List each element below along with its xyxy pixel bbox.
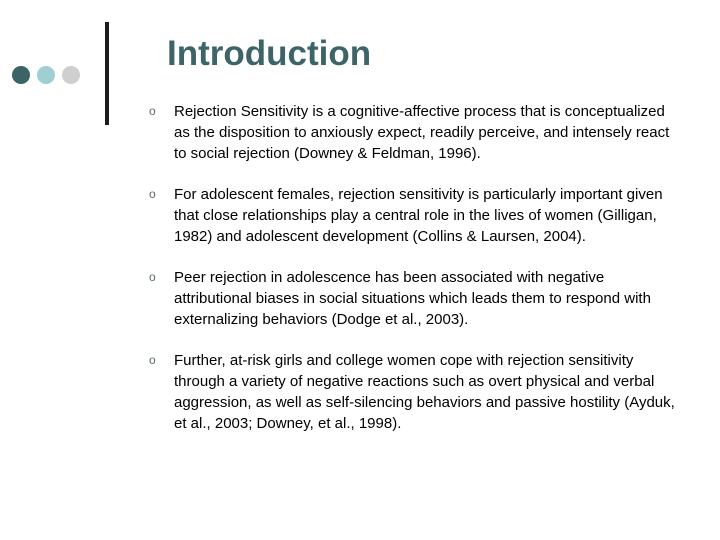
bullet-item-2 [149,184,684,247]
bullet-text: Peer rejection in adolescence has been associated with negative attributional biases in social situations which leads them to respond with externalizing behaviors (Dodge et al., 2003). [174,269,651,328]
bullet-marker-icon: o [149,270,156,284]
dot-dark-icon [12,66,30,84]
bullet-text: For adolescent females, rejection sensitivity is particularly important given that close relationships play a central role in the lives of women (Gilligan, 1982) and adolescent development (Collins & Laursen, 2004). [174,186,663,245]
bullet-item-1 [149,101,684,164]
bullet-item-3 [149,267,684,330]
slide-title: Introduction [167,34,372,73]
bullet-marker-icon: o [149,104,156,118]
bullet-marker-icon: o [149,353,156,367]
bullet-item-4 [149,350,684,434]
decorative-dots [12,66,80,84]
dot-teal-icon [37,66,55,84]
bullet-marker-icon: o [149,187,156,201]
vertical-divider [105,22,109,125]
dot-gray-icon [62,66,80,84]
bullet-text: Rejection Sensitivity is a cognitive-affective process that is conceptualized as the disposition to anxiously expect, readily perceive, and intensely react to social rejection (Downey & Feldman, 1996). [174,103,670,162]
bullet-list [149,101,684,454]
bullet-text: Further, at-risk girls and college women cope with rejection sensitivity through a variety of negative reactions such as overt physical and verbal aggression, as well as self-silencing behaviors and passive hostility (Ayduk, et al., 2003; Downey, et al., 1998). [174,352,675,432]
